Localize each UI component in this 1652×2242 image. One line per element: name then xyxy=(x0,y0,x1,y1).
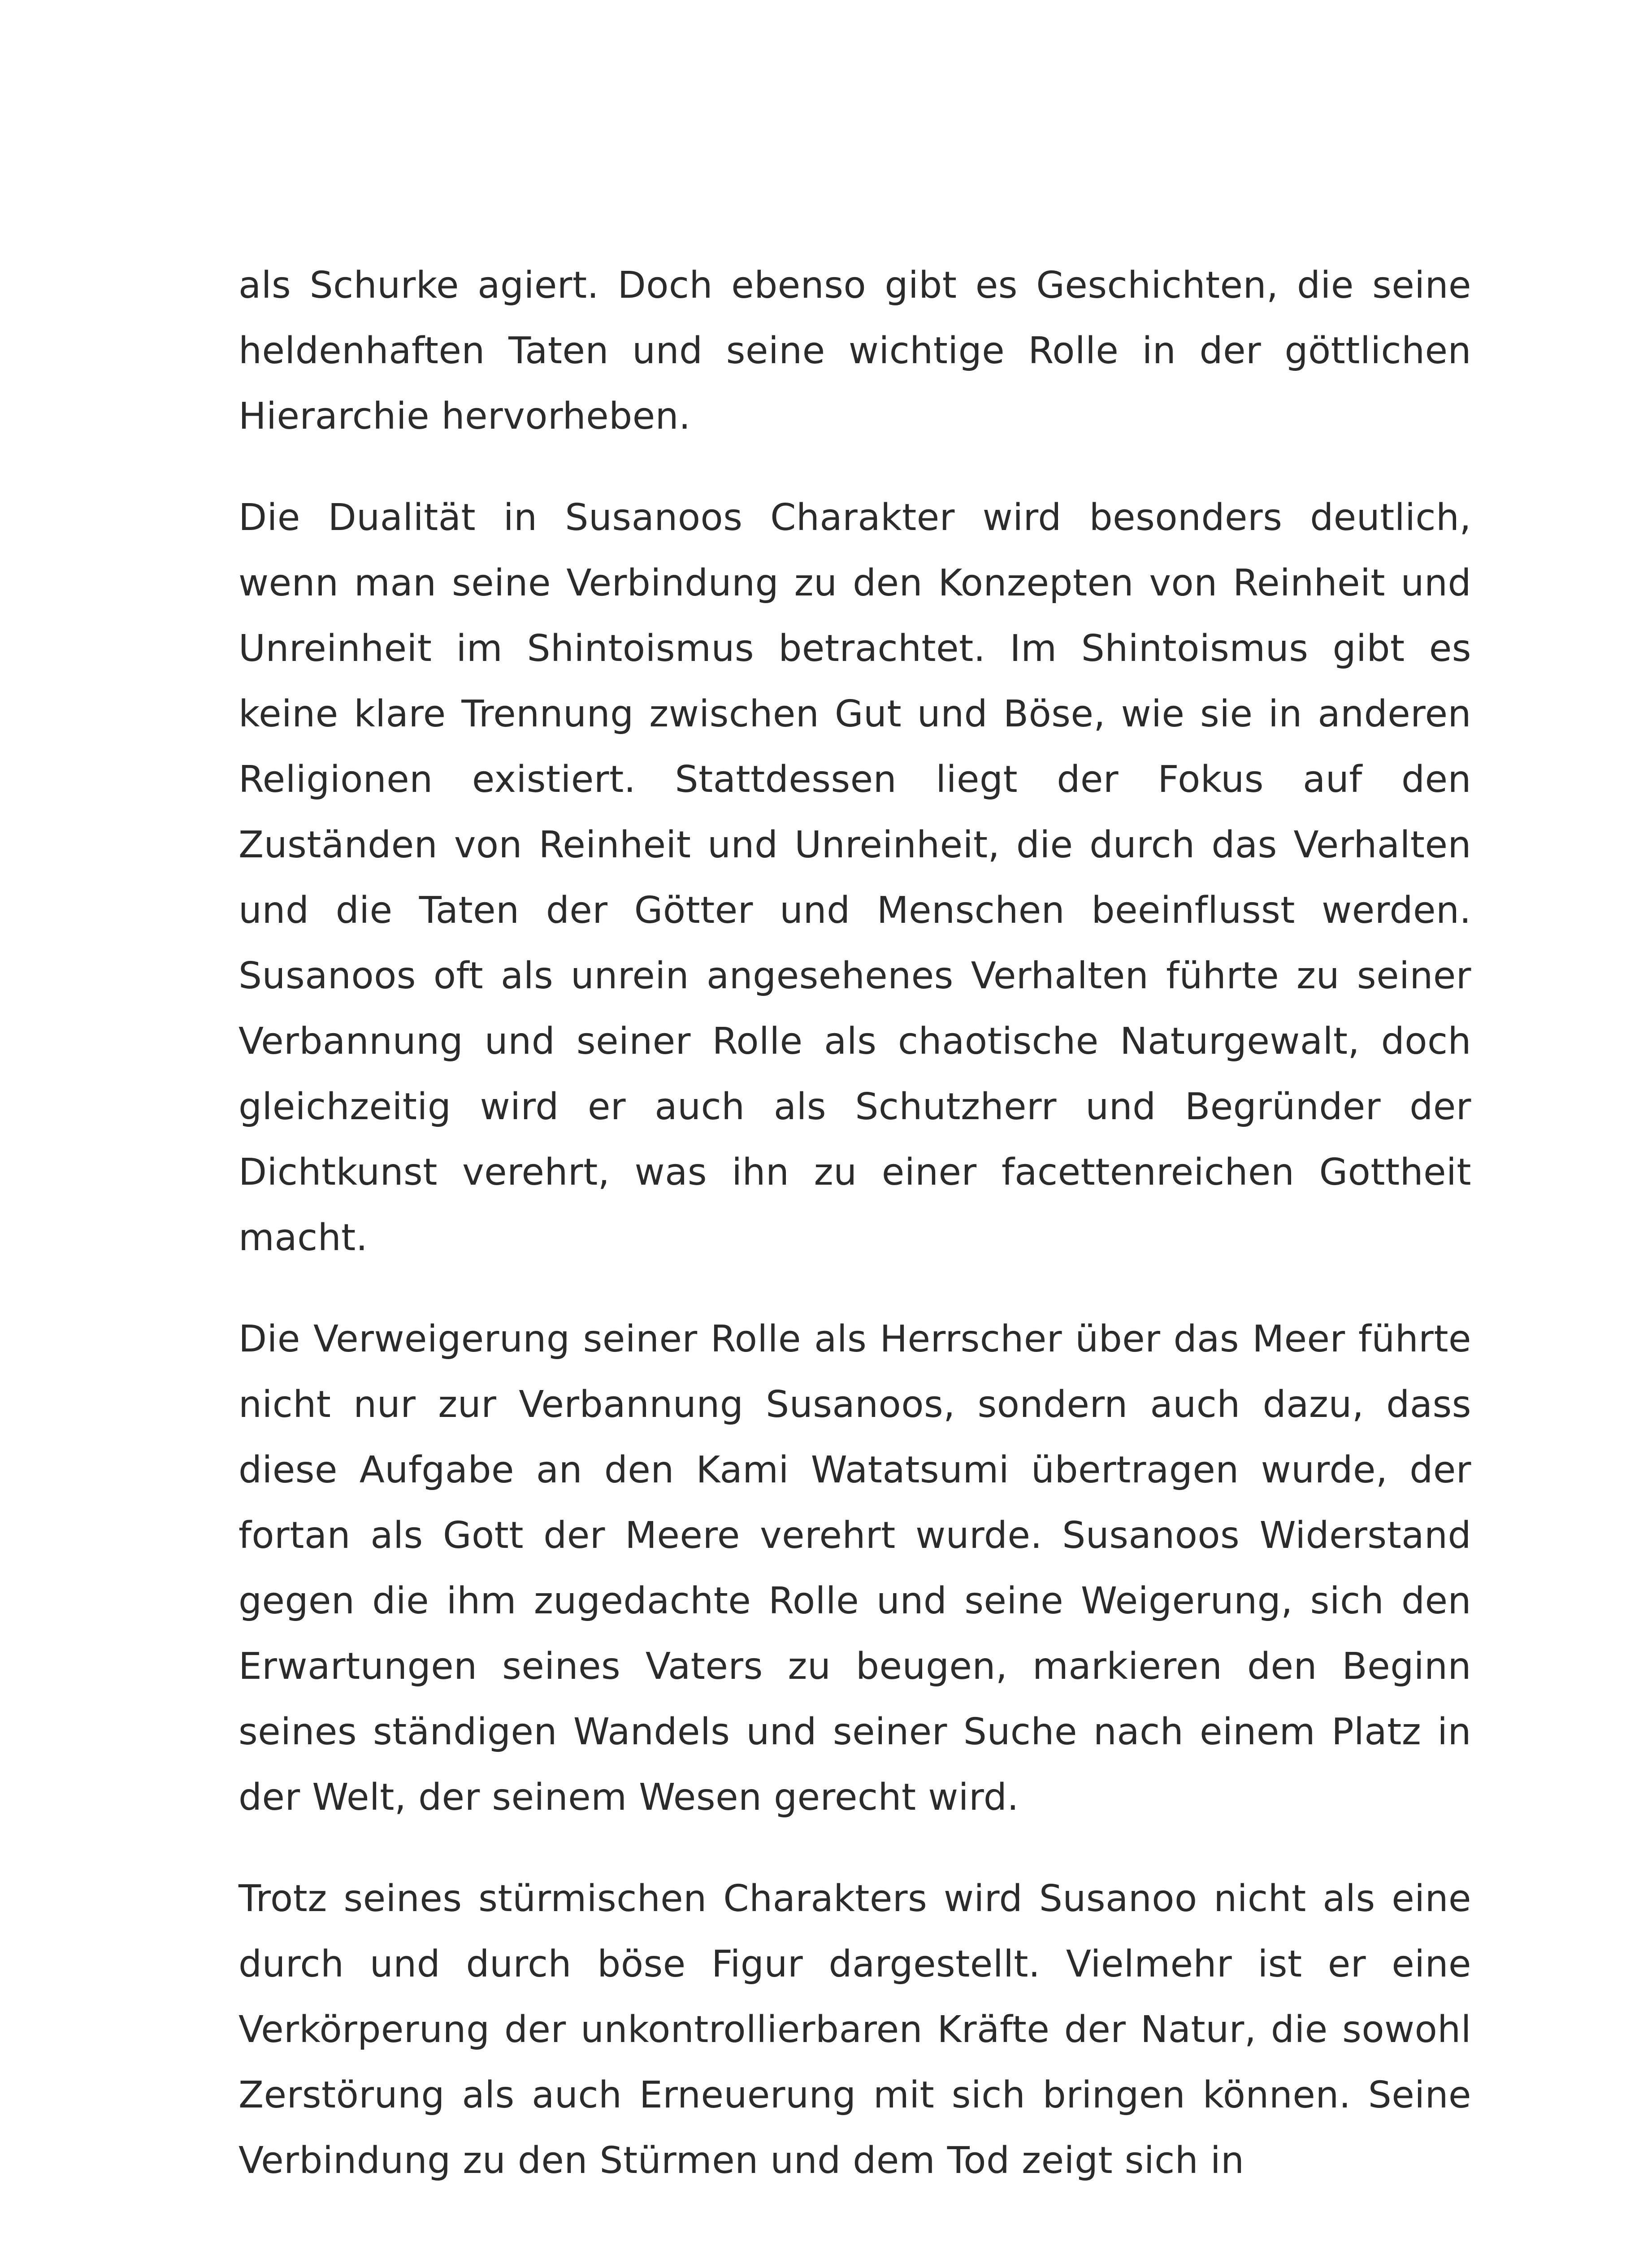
body-text xyxy=(238,253,1471,2229)
paragraph-1: als Schurke agiert. Doch ebenso gibt es Geschichten, die seine heldenhaften Taten und seine wichtige Rolle in der göttlichen Hierarchie hervorheben. xyxy=(238,264,1471,438)
paragraph-3: Die Verweigerung seiner Rolle als Herrscher über das Meer führte nicht nur zur Verbannung Susanoos, sondern auch dazu, dass diese Aufgabe an den Kami Watatsumi übertragen wurde, der fortan als Gott der Meere verehrt wurde. Susanoos Widerstand gegen die ihm zugedachte Rolle und seine Weigerung, sich den Erwartungen seines Vaters zu beugen, markieren den Beginn seines ständigen Wandels und seiner Suche nach einem Platz in der Welt, der seinem Wesen gerecht wird. xyxy=(238,1318,1471,1819)
paragraph-2: Die Dualität in Susanoos Charakter wird besonders deutlich, wenn man seine Verbindung zu den Konzepten von Reinheit und Unreinheit im Shintoismus betrachtet. Im Shintoismus gibt es keine klare Trennung zwischen Gut und Böse, wie sie in anderen Religionen existiert. Stattdessen liegt der Fokus auf den Zuständen von Reinheit und Unreinheit, die durch das Verhalten und die Taten der Götter und Menschen beeinflusst werden. Susanoos oft als unrein angesehenes Verhalten führte zu seiner Verbannung und seiner Rolle als chaotische Naturgewalt, doch gleichzeitig wird er auch als Schutzherr und Begründer der Dichtkunst verehrt, was ihn zu einer facettenreichen Gottheit macht. xyxy=(238,496,1471,1259)
paragraph-4: Trotz seines stürmischen Charakters wird Susanoo nicht als eine durch und durch böse Figur dargestellt. Vielmehr ist er eine Verkörperung der unkontrollierbaren Kräfte der Natur, die sowohl Zerstörung als auch Erneuerung mit sich bringen können. Seine Verbindung zu den Stürmen und dem Tod zeigt sich in xyxy=(238,1877,1471,2182)
